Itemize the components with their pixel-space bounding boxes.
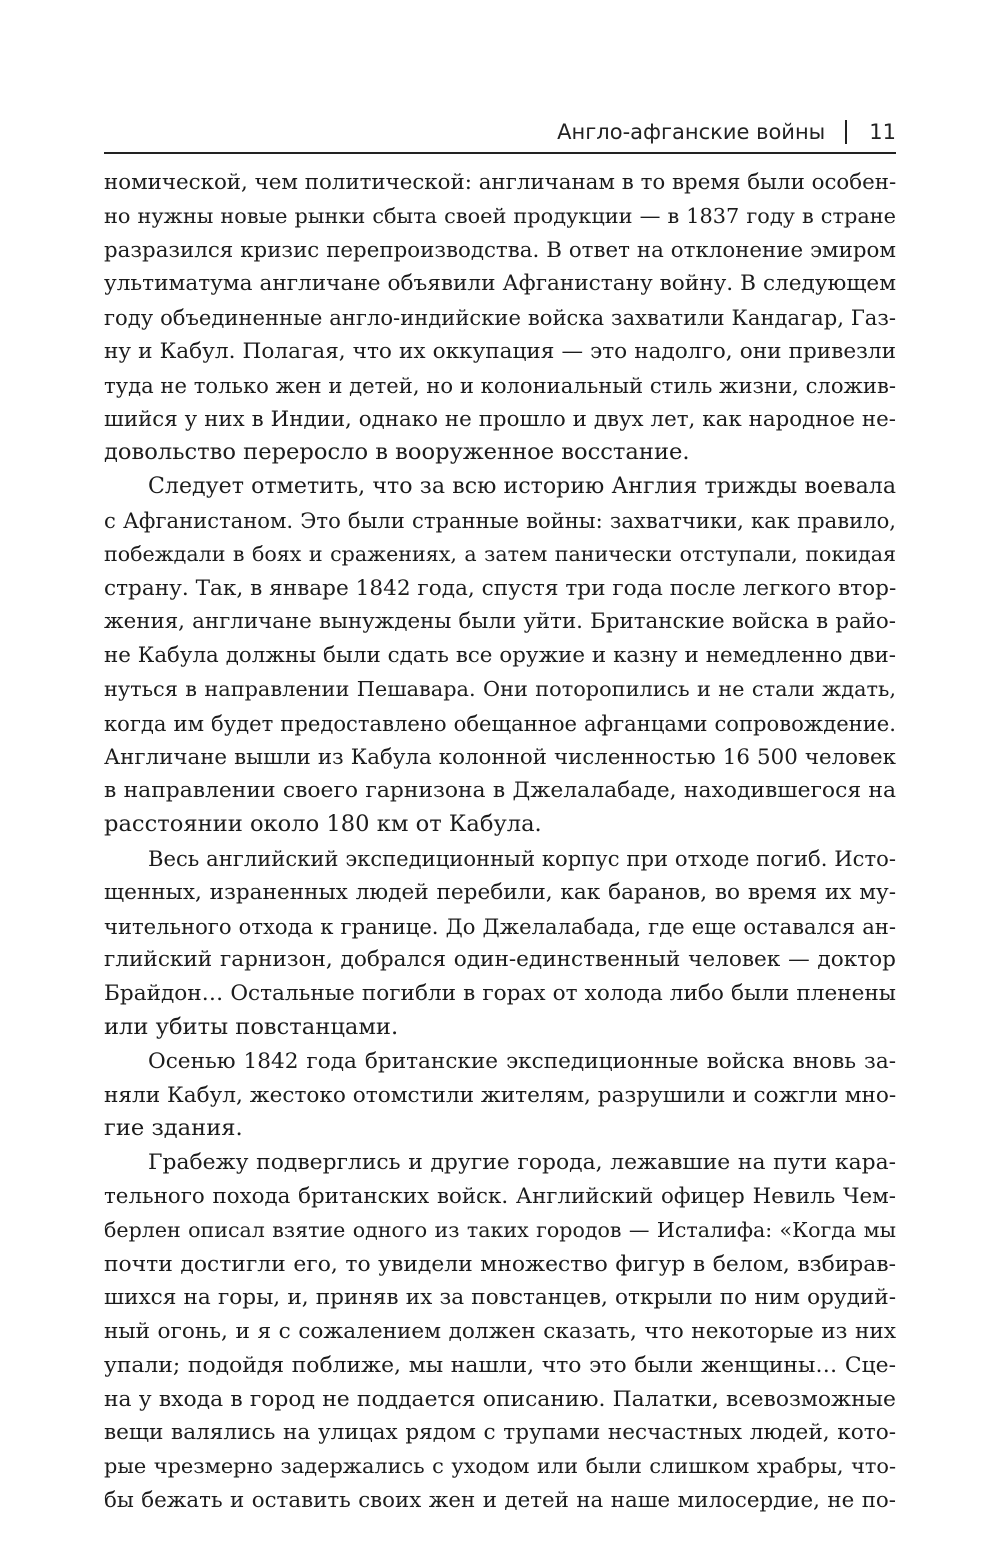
text-line: ный огонь, и я с сожалением должен сказать, что некоторые из них xyxy=(104,1319,896,1345)
text-line: Англичане вышли из Кабула колонной численностью 16 500 человек xyxy=(104,744,896,770)
text-line: берлен описал взятие одного из таких городов — Исталифа: «Когда мы xyxy=(104,1217,896,1242)
text-line: на у входа в город не поддается описанию. Палатки, всевозможные xyxy=(104,1386,896,1412)
text-line: вещи валялись на улицах рядом с трупами несчастных людей, кото- xyxy=(104,1420,896,1446)
paragraph xyxy=(104,842,896,1045)
text-line: Весь английский экспедиционный корпус при отходе погиб. Исто- xyxy=(148,845,896,871)
paragraph xyxy=(104,1146,896,1518)
text-line: гие здания. xyxy=(104,1115,243,1142)
text-line: щенных, израненных людей перебили, как баранов, во время их му- xyxy=(104,879,896,905)
text-line: тельного похода британских войск. Английский офицер Невиль Чем- xyxy=(104,1183,896,1209)
text-line: довольство переросло в вооруженное восстание. xyxy=(104,439,690,466)
text-line: расстоянии около 180 км от Кабула. xyxy=(104,811,542,838)
text-line: не Кабула должны были сдать все оружие и казну и немедленно дви- xyxy=(104,643,896,669)
text-line: году объединенные англо-индийские войска захватили Кандагар, Газ- xyxy=(104,305,896,331)
text-line: шийся у них в Индии, однако не прошло и двух лет, как народное не- xyxy=(104,406,896,432)
text-line: Следует отметить, что за всю историю Англия трижды воевала xyxy=(148,473,896,500)
page-number: 11 xyxy=(869,120,896,144)
text-line: Грабежу подверглись и другие города, лежавшие на пути кара- xyxy=(148,1150,896,1176)
text-line: глийский гарнизон, добрался один-единственный человек — доктор xyxy=(104,947,896,973)
text-line: страну. Так, в январе 1842 года, спустя три года после легкого втор- xyxy=(104,575,896,601)
text-line: Осенью 1842 года британские экспедиционные войска вновь за- xyxy=(148,1048,896,1074)
text-line: няли Кабул, жестоко отомстили жителям, разрушили и сожгли мно- xyxy=(104,1082,896,1108)
text-line: туда не только жен и детей, но и колониальный стиль жизни, сложив- xyxy=(104,372,896,398)
running-header xyxy=(104,116,896,154)
text-line: или убиты повстанцами. xyxy=(104,1013,399,1040)
text-line: побеждали в боях и сражениях, а затем панически отступали, покидая xyxy=(104,541,896,566)
text-line: когда им будет предоставлено обещанное афганцами сопровождение. xyxy=(104,710,896,736)
text-line: жения, англичане вынуждены были уйти. Британские войска в райо- xyxy=(104,609,896,635)
text-line: в направлении своего гарнизона в Джелалабаде, находившегося на xyxy=(104,778,896,804)
text-line: ультиматума англичане объявили Афганистану войну. В следующем xyxy=(104,271,896,297)
header-divider xyxy=(845,120,847,144)
text-line: разразился кризис перепроизводства. В ответ на отклонение эмиром xyxy=(104,237,896,263)
text-line: рые чрезмерно задержались с уходом или были слишком храбры, что- xyxy=(104,1454,896,1479)
running-header-content xyxy=(557,120,896,144)
text-line: с Афганистаном. Это были странные войны: захватчики, как правило, xyxy=(104,507,896,533)
text-line: но нужны новые рынки сбыта своей продукции — в 1837 году в стране xyxy=(104,203,896,228)
text-line: почти достигли его, то увидели множество фигур в белом, взбирав- xyxy=(104,1251,896,1277)
text-line: номической, чем политической: англичанам в то время были особен- xyxy=(104,170,896,195)
text-line: Брайдон… Остальные погибли в горах от холода либо были пленены xyxy=(104,981,896,1007)
running-title: Англо-афганские войны xyxy=(557,120,826,144)
text-line: ну и Кабул. Полагая, что их оккупация — это надолго, они привезли xyxy=(104,338,896,364)
body-text xyxy=(104,166,896,1518)
text-line: упали; подойдя поближе, мы нашли, что это были женщины… Сце- xyxy=(104,1352,896,1378)
text-line: чительного отхода к границе. До Джелалабада, где еще оставался ан- xyxy=(104,913,896,939)
paragraph xyxy=(104,166,896,470)
text-line: шихся на горы, и, приняв их за повстанцев, открыли по ним орудий- xyxy=(104,1285,896,1311)
text-line: бы бежать и оставить своих жен и детей на наше милосердие, не по- xyxy=(104,1488,896,1514)
paragraph xyxy=(104,470,896,842)
paragraph xyxy=(104,1045,896,1146)
text-line: нуться в направлении Пешавара. Они поторопились и не стали ждать, xyxy=(104,676,896,701)
